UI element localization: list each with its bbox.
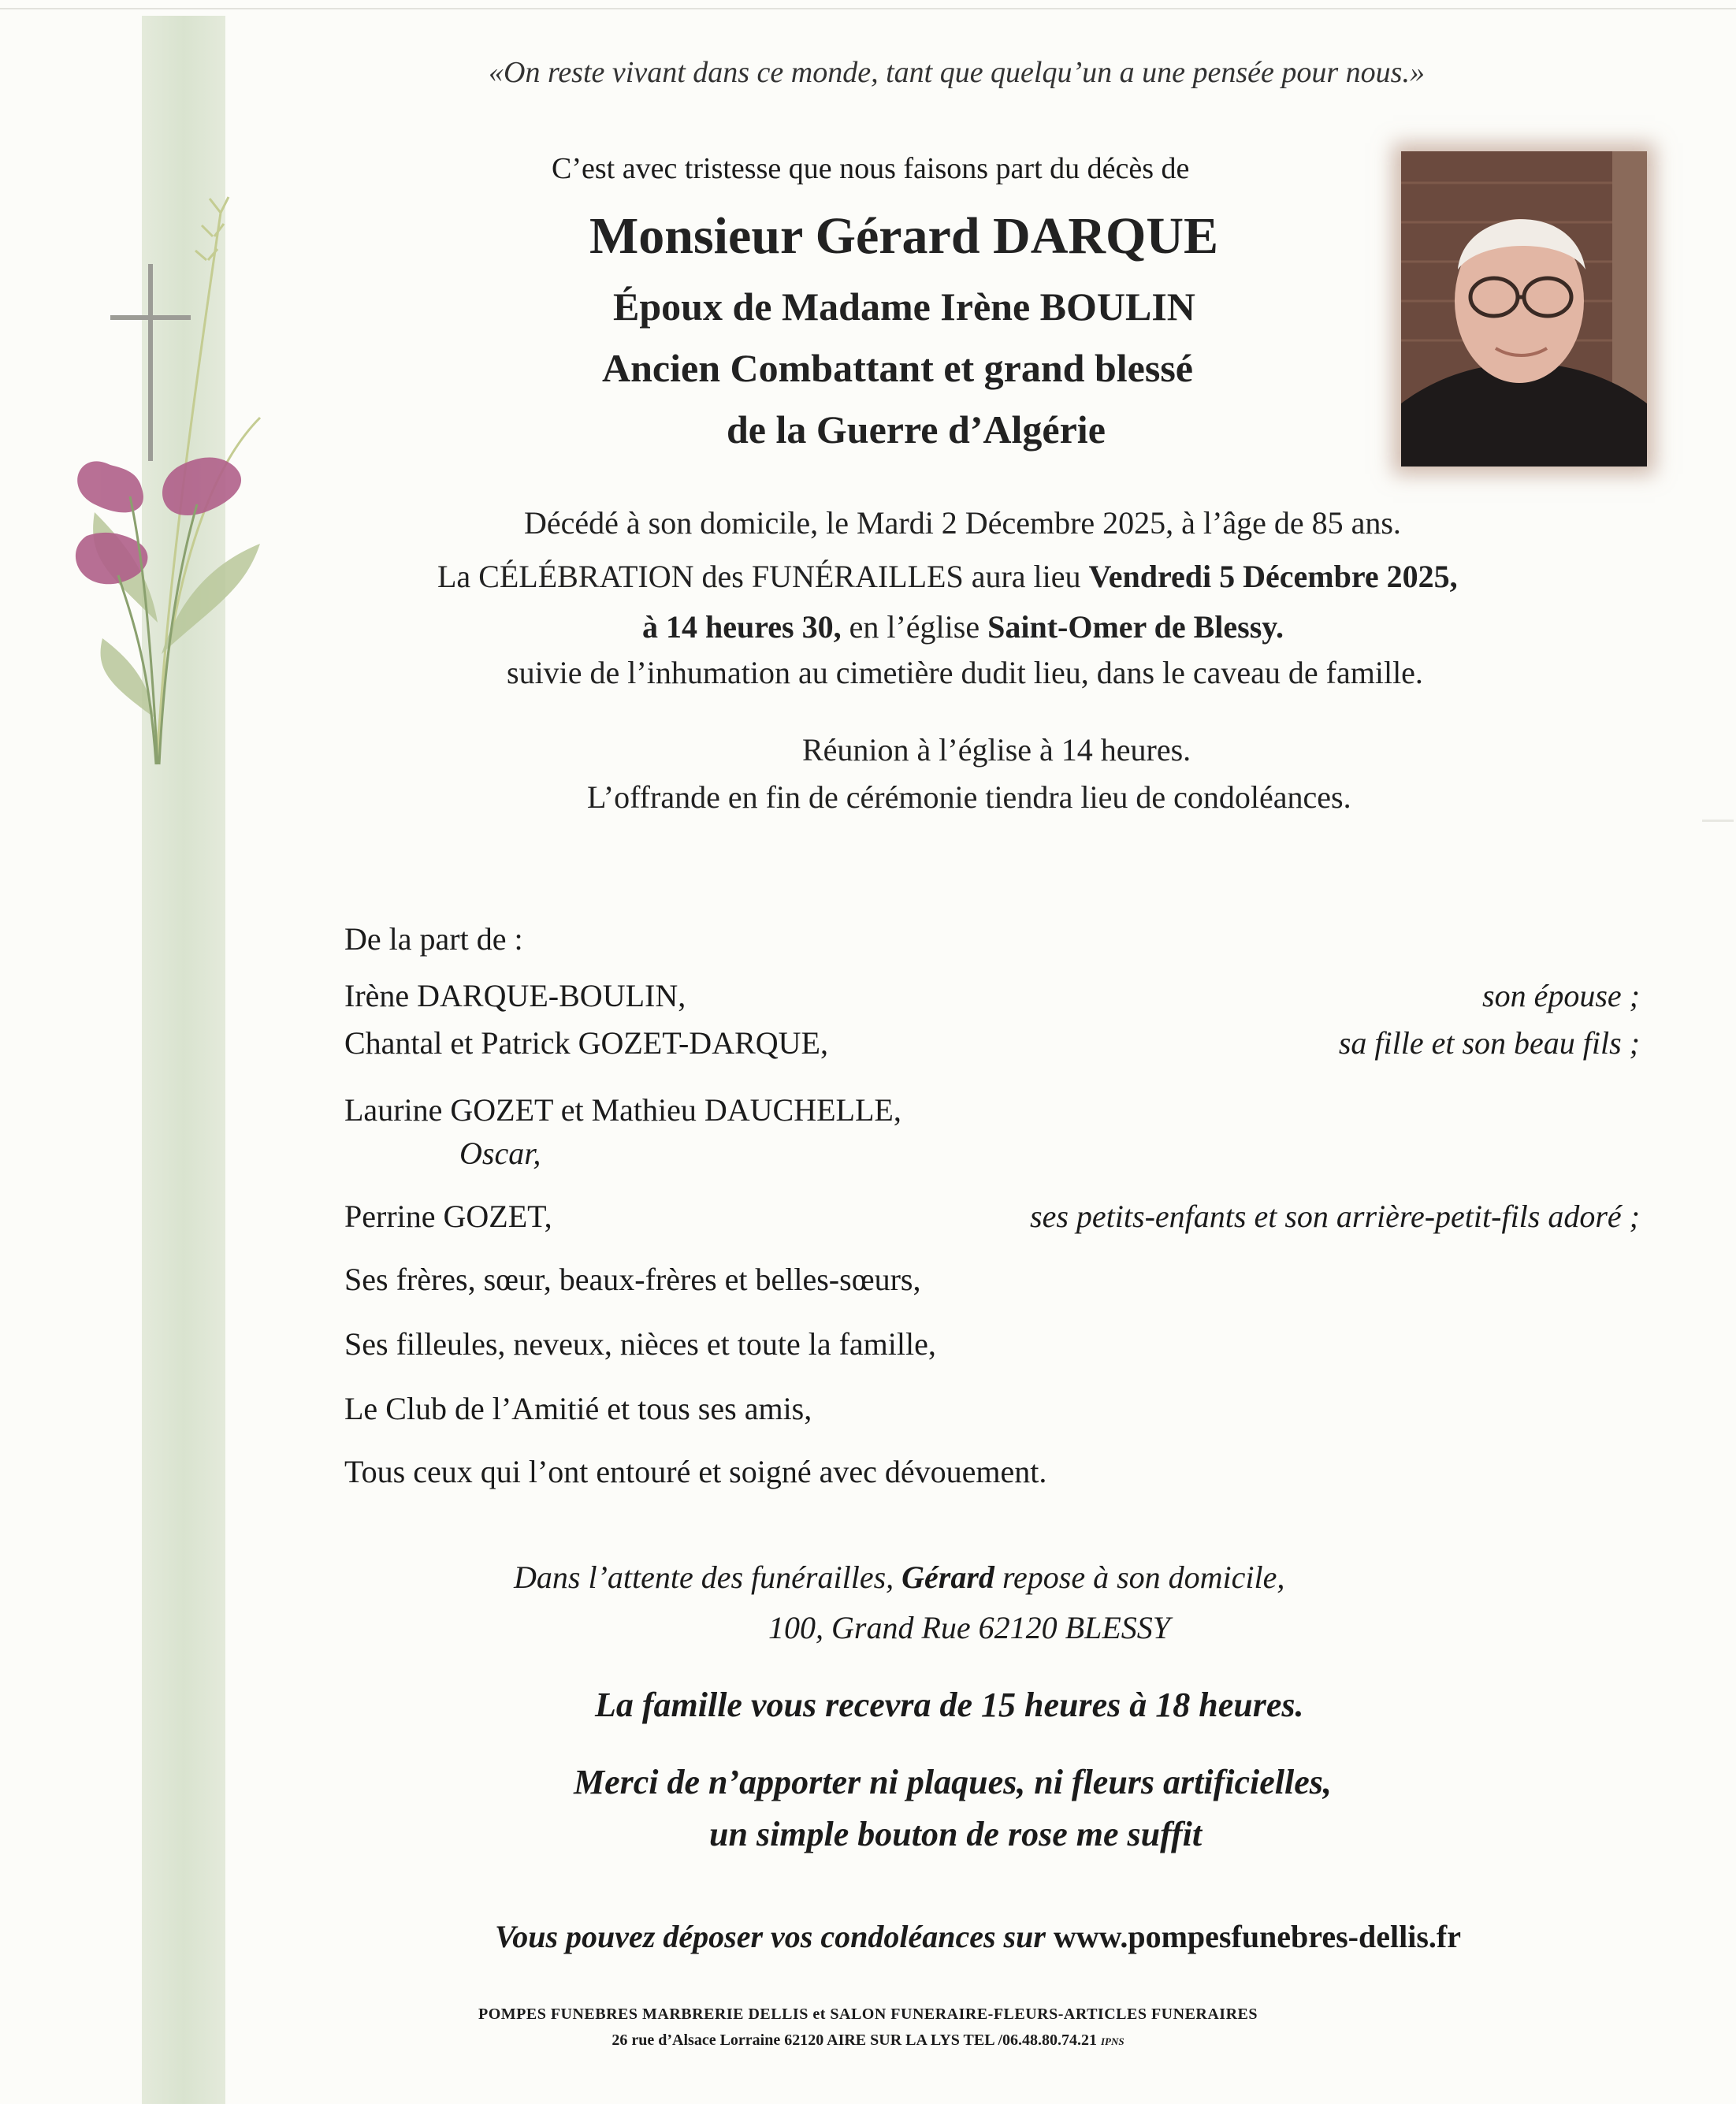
home-address: 100, Grand Rue 62120 BLESSY	[768, 1610, 1170, 1645]
funeral-home-contact: 26 rue d’Alsace Lorraine 62120 AIRE SUR LA LYS TEL /06.48.80.74.21	[612, 2032, 1097, 2049]
funeral-date: Vendredi 5 Décembre 2025,	[1088, 559, 1458, 594]
family-name: Perrine GOZET,	[344, 1199, 552, 1234]
condolences-url[interactable]: www.pompesfunebres-dellis.fr	[1053, 1919, 1461, 1954]
memorial-quote: «On reste vivant dans ce monde, tant que quelqu’un a une pensée pour nous.»	[489, 56, 1425, 89]
rest-notice	[514, 1559, 1284, 1596]
spouse-line: Époux de Madame Irène BOULIN	[613, 284, 1195, 329]
flowers-request-1: Merci de n’apporter ni plaques, ni fleurs artificielles,	[574, 1763, 1332, 1801]
funeral-prefix: La CÉLÉBRATION des FUNÉRAILLES aura lieu	[437, 559, 1089, 594]
offering-notice: L’offrande en fin de cérémonie tiendra lieu de condoléances.	[587, 779, 1351, 815]
announcement-intro: C’est avec tristesse que nous faisons part du décès de	[552, 152, 1190, 185]
family-relation: son épouse ;	[1482, 978, 1640, 1013]
rest-prefix: Dans l’attente des funérailles,	[514, 1559, 902, 1595]
death-notice: Décédé à son domicile, le Mardi 2 Décembre 2025, à l’âge de 85 ans.	[524, 505, 1401, 541]
funeral-home-name: POMPES FUNEBRES MARBRERIE DELLIS et SALON FUNERAIRE-FLEURS-ARTICLES FUNERAIRES	[478, 2005, 1258, 2023]
family-name: Ses frères, sœur, beaux-frères et belles-sœurs,	[344, 1262, 921, 1297]
family-relation: ses petits-enfants et son arrière-petit-fils adoré ;	[1030, 1199, 1640, 1234]
family-name: Irène DARQUE-BOULIN,	[344, 978, 686, 1013]
funeral-time-place	[642, 608, 1284, 645]
cross-icon	[110, 264, 191, 461]
family-name: Oscar,	[459, 1136, 541, 1171]
deceased-name: Monsieur Gérard DARQUE	[589, 207, 1219, 265]
rest-name: Gérard	[901, 1559, 994, 1595]
burial-notice: suivie de l’inhumation au cimetière dudit lieu, dans le caveau de famille.	[507, 655, 1423, 690]
fold-mark	[1702, 820, 1734, 822]
church-name: Saint-Omer de Blessy.	[987, 609, 1284, 645]
funeral-time: à 14 heures 30,	[642, 609, 842, 645]
veteran-line-2: de la Guerre d’Algérie	[727, 407, 1106, 452]
family-header: De la part de :	[344, 921, 523, 957]
deceased-portrait	[1401, 151, 1647, 467]
flowers-request-2: un simple bouton de rose me suffit	[709, 1815, 1203, 1853]
family-name: Le Club de l’Amitié et tous ses amis,	[344, 1391, 812, 1426]
veteran-line-1: Ancien Combattant et grand blessé	[602, 346, 1193, 390]
family-name: Chantal et Patrick GOZET-DARQUE,	[344, 1025, 828, 1061]
condolences-prefix: Vous pouvez déposer vos condoléances sur	[495, 1919, 1054, 1954]
rest-suffix: repose à son domicile,	[994, 1559, 1285, 1595]
church-prefix: en l’église	[841, 609, 988, 645]
funeral-home-address	[0, 2032, 1736, 2050]
funeral-announcement	[437, 558, 1458, 595]
page-top-edge	[0, 8, 1736, 9]
cross-and-lily-illustration	[63, 181, 315, 780]
meeting-notice: Réunion à l’église à 14 heures.	[802, 732, 1191, 768]
condolences-line	[495, 1918, 1461, 1955]
family-name: Laurine GOZET et Mathieu DAUCHELLE,	[344, 1092, 901, 1128]
family-relation: sa fille et son beau fils ;	[1338, 1025, 1640, 1061]
reception-hours: La famille vous recevra de 15 heures à 18 heures.	[595, 1686, 1304, 1724]
family-name: Tous ceux qui l’ont entouré et soigné avec dévouement.	[344, 1454, 1047, 1489]
family-name: Ses filleules, neveux, nièces et toute la famille,	[344, 1326, 936, 1362]
ipns-mark: IPNS	[1101, 2035, 1124, 2047]
